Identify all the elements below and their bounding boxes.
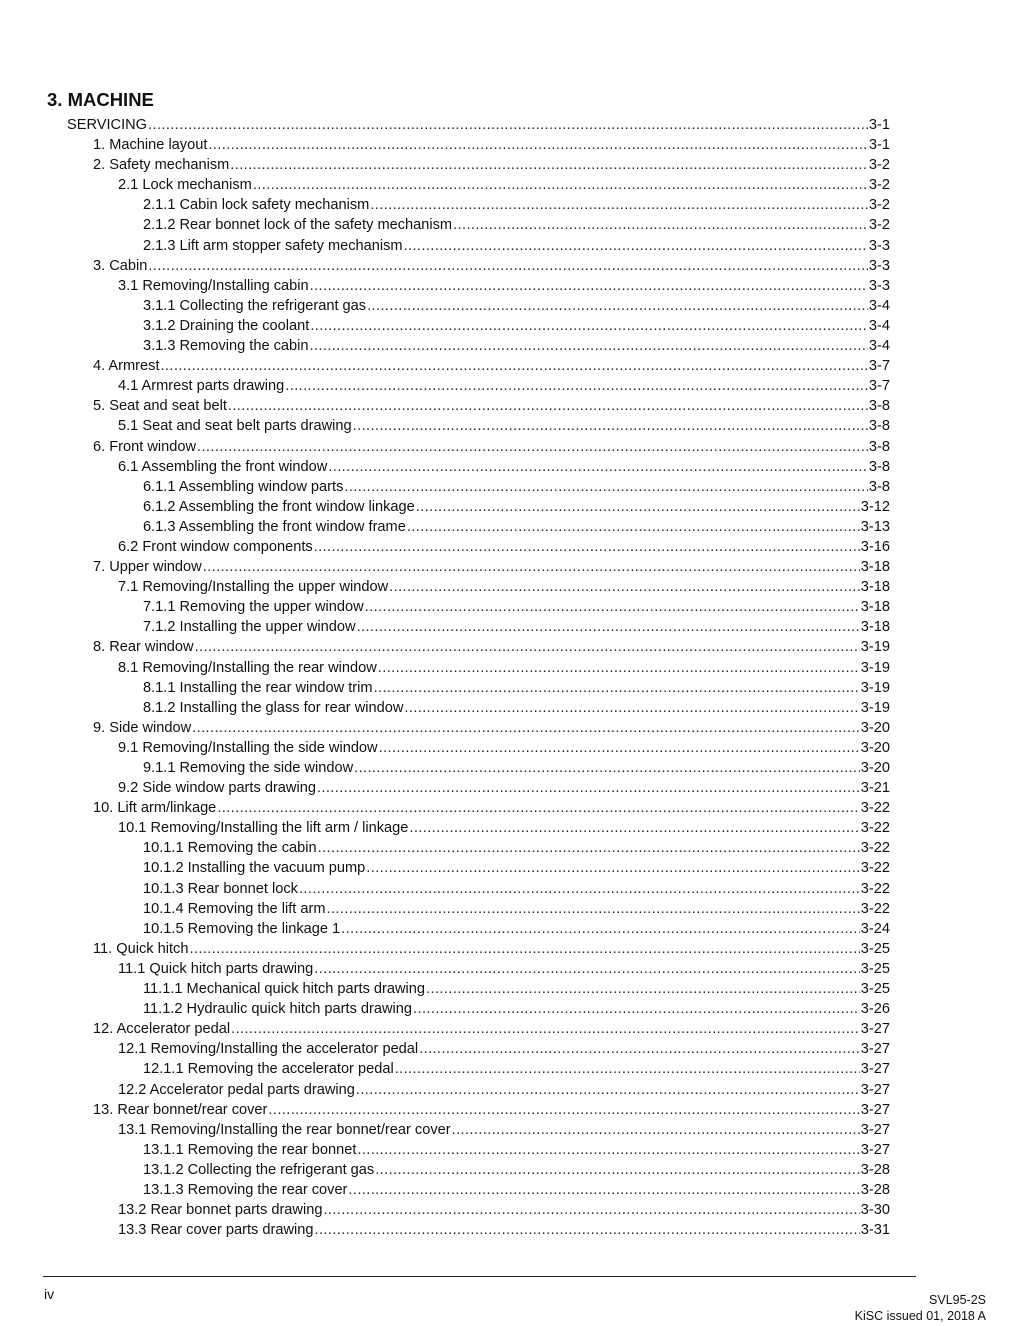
toc-entry[interactable] bbox=[0, 1200, 890, 1220]
toc-entry-label: 3.1.1 Collecting the refrigerant gas bbox=[143, 297, 367, 314]
toc-entry-label: 11.1.1 Mechanical quick hitch parts drawing bbox=[143, 981, 426, 998]
toc-dot-leader bbox=[148, 256, 868, 276]
toc-entry-page: 3-27 bbox=[860, 1121, 890, 1138]
toc-dot-leader bbox=[409, 818, 859, 838]
toc-dot-leader bbox=[268, 1100, 859, 1120]
toc-entry[interactable] bbox=[0, 497, 890, 517]
toc-entry-page: 3-4 bbox=[868, 317, 890, 334]
toc-entry-label: 10.1.5 Removing the linkage 1 bbox=[143, 920, 341, 937]
toc-entry-page: 3-7 bbox=[868, 378, 890, 395]
toc-entry-label: 6.1.1 Assembling window parts bbox=[143, 478, 344, 495]
toc-entry[interactable] bbox=[0, 818, 890, 838]
toc-dot-leader bbox=[395, 1059, 860, 1079]
toc-entry-page: 3-2 bbox=[868, 217, 890, 234]
toc-dot-leader bbox=[189, 939, 859, 959]
toc-entry-label: 2.1 Lock mechanism bbox=[118, 177, 252, 194]
toc-dot-leader bbox=[356, 1080, 860, 1100]
toc-entry-label: 10. Lift arm/linkage bbox=[93, 800, 217, 817]
toc-dot-leader bbox=[299, 879, 860, 899]
toc-dot-leader bbox=[230, 155, 868, 175]
toc-entry[interactable] bbox=[0, 396, 890, 416]
toc-dot-leader bbox=[453, 215, 868, 235]
toc-dot-leader bbox=[195, 637, 860, 657]
toc-dot-leader bbox=[375, 1160, 860, 1180]
toc-entry[interactable] bbox=[0, 437, 890, 457]
toc-entry-label: 11.1 Quick hitch parts drawing bbox=[118, 960, 314, 977]
toc-entry-page: 3-19 bbox=[860, 659, 890, 676]
toc-dot-leader bbox=[357, 1140, 859, 1160]
toc-entry[interactable] bbox=[0, 1019, 890, 1039]
toc-entry[interactable] bbox=[0, 1220, 890, 1240]
toc-entry[interactable] bbox=[0, 678, 890, 698]
toc-entry-page: 3-4 bbox=[868, 338, 890, 355]
toc-entry-label: 11. Quick hitch bbox=[93, 940, 189, 957]
toc-entry-label: SERVICING bbox=[67, 117, 148, 133]
toc-entry-page: 3-12 bbox=[860, 498, 890, 515]
toc-entry[interactable] bbox=[0, 597, 890, 617]
toc-entry[interactable] bbox=[0, 798, 890, 818]
toc-entry[interactable] bbox=[0, 195, 890, 215]
toc-entry[interactable] bbox=[0, 979, 890, 999]
toc-entry-label: 7. Upper window bbox=[93, 559, 202, 576]
toc-entry[interactable] bbox=[0, 457, 890, 477]
toc-entry[interactable] bbox=[0, 215, 890, 235]
toc-entry-page: 3-25 bbox=[860, 960, 890, 977]
toc-entry-label: 9.1.1 Removing the side window bbox=[143, 760, 354, 776]
toc-entry-page: 3-20 bbox=[860, 739, 890, 756]
toc-entry-label: 7.1.1 Removing the upper window bbox=[143, 599, 364, 616]
table-of-contents bbox=[0, 115, 1024, 1240]
toc-entry-page: 3-19 bbox=[860, 639, 890, 656]
footer-issue: KiSC issued 01, 2018 A bbox=[854, 1309, 986, 1323]
toc-entry-page: 3-8 bbox=[868, 478, 890, 495]
toc-entry-page: 3-26 bbox=[860, 1001, 890, 1018]
toc-entry-page: 3-8 bbox=[868, 458, 890, 475]
toc-entry[interactable] bbox=[0, 1039, 890, 1059]
toc-entry[interactable] bbox=[0, 919, 890, 939]
toc-dot-leader bbox=[407, 517, 860, 537]
toc-entry[interactable] bbox=[0, 336, 890, 356]
toc-entry-label: 2.1.2 Rear bonnet lock of the safety mechanism bbox=[143, 217, 453, 234]
toc-entry-page: 3-22 bbox=[860, 800, 890, 817]
toc-entry-page: 3-25 bbox=[860, 981, 890, 998]
toc-dot-leader bbox=[314, 959, 860, 979]
toc-dot-leader bbox=[404, 236, 868, 256]
toc-entry-label: 8. Rear window bbox=[93, 639, 194, 656]
toc-entry-page: 3-1 bbox=[868, 137, 890, 154]
toc-dot-leader bbox=[228, 396, 868, 416]
toc-dot-leader bbox=[389, 577, 860, 597]
toc-entry-label: 8.1.2 Installing the glass for rear window bbox=[143, 699, 404, 716]
toc-entry[interactable] bbox=[0, 517, 890, 537]
toc-entry[interactable] bbox=[0, 1059, 890, 1079]
toc-dot-leader bbox=[208, 135, 868, 155]
toc-entry[interactable] bbox=[0, 577, 890, 597]
toc-entry-page: 3-22 bbox=[860, 900, 890, 917]
toc-entry-label: 2.1.1 Cabin lock safety mechanism bbox=[143, 197, 370, 214]
toc-entry[interactable] bbox=[0, 115, 890, 135]
toc-entry[interactable] bbox=[0, 738, 890, 758]
toc-entry-page: 3-2 bbox=[868, 177, 890, 194]
toc-entry-page: 3-8 bbox=[868, 438, 890, 455]
toc-entry-label: 6. Front window bbox=[93, 438, 197, 455]
toc-entry[interactable] bbox=[0, 175, 890, 195]
toc-entry-page: 3-27 bbox=[860, 1021, 890, 1038]
toc-entry[interactable] bbox=[0, 537, 890, 557]
toc-entry-page: 3-27 bbox=[860, 1041, 890, 1058]
toc-dot-leader bbox=[353, 416, 868, 436]
toc-entry[interactable] bbox=[0, 939, 890, 959]
toc-entry-page: 3-27 bbox=[860, 1141, 890, 1158]
toc-entry[interactable] bbox=[0, 155, 890, 175]
toc-dot-leader bbox=[366, 858, 859, 878]
toc-entry-label: 3.1.2 Draining the coolant bbox=[143, 317, 310, 334]
toc-entry-page: 3-22 bbox=[860, 880, 890, 897]
toc-entry[interactable] bbox=[0, 637, 890, 657]
toc-entry-label: 8.1.1 Installing the rear window trim bbox=[143, 679, 373, 696]
toc-entry-label: 1. Machine layout bbox=[93, 137, 208, 154]
toc-dot-leader bbox=[314, 537, 860, 557]
toc-dot-leader bbox=[315, 1220, 860, 1240]
toc-entry-page: 3-7 bbox=[868, 358, 890, 375]
toc-entry-page: 3-2 bbox=[868, 197, 890, 214]
toc-entry[interactable] bbox=[0, 256, 890, 276]
toc-entry-page: 3-16 bbox=[860, 538, 890, 555]
toc-entry[interactable] bbox=[0, 135, 890, 155]
toc-entry[interactable] bbox=[0, 1120, 890, 1140]
toc-entry-page: 3-22 bbox=[860, 840, 890, 857]
toc-entry[interactable] bbox=[0, 698, 890, 718]
toc-dot-leader bbox=[310, 336, 868, 356]
toc-entry[interactable] bbox=[0, 658, 890, 678]
toc-entry-label: 13.2 Rear bonnet parts drawing bbox=[118, 1202, 323, 1219]
toc-entry-label: 13.1.2 Collecting the refrigerant gas bbox=[143, 1161, 375, 1178]
toc-entry-page: 3-19 bbox=[860, 699, 890, 716]
toc-entry-label: 13.1.3 Removing the rear cover bbox=[143, 1181, 348, 1198]
toc-entry-page: 3-19 bbox=[860, 679, 890, 696]
toc-entry-page: 3-1 bbox=[868, 117, 890, 133]
toc-dot-leader bbox=[192, 718, 860, 738]
toc-entry-page: 3-27 bbox=[860, 1101, 890, 1118]
toc-entry-page: 3-8 bbox=[868, 398, 890, 415]
toc-entry[interactable] bbox=[0, 356, 890, 376]
toc-dot-leader bbox=[318, 838, 860, 858]
toc-dot-leader bbox=[253, 175, 868, 195]
toc-entry-label: 5.1 Seat and seat belt parts drawing bbox=[118, 418, 352, 435]
toc-entry-label: 6.1 Assembling the front window bbox=[118, 458, 328, 475]
toc-entry-page: 3-28 bbox=[860, 1181, 890, 1198]
toc-entry[interactable] bbox=[0, 236, 890, 256]
toc-entry[interactable] bbox=[0, 316, 890, 336]
toc-entry-page: 3-18 bbox=[860, 619, 890, 636]
toc-dot-leader bbox=[231, 1019, 860, 1039]
toc-entry-label: 10.1.3 Rear bonnet lock bbox=[143, 880, 298, 897]
toc-entry-page: 3-24 bbox=[860, 920, 890, 937]
toc-entry-label: 9.1 Removing/Installing the side window bbox=[118, 739, 378, 756]
toc-entry[interactable] bbox=[0, 1100, 890, 1120]
toc-dot-leader bbox=[374, 678, 860, 698]
toc-entry[interactable] bbox=[0, 758, 890, 778]
toc-entry-label: 12.1 Removing/Installing the accelerator pedal bbox=[118, 1041, 419, 1058]
toc-dot-leader bbox=[161, 356, 868, 376]
toc-dot-leader bbox=[404, 698, 859, 718]
toc-entry[interactable] bbox=[0, 999, 890, 1019]
toc-entry[interactable] bbox=[0, 416, 890, 436]
toc-entry[interactable] bbox=[0, 899, 890, 919]
toc-entry-page: 3-20 bbox=[860, 719, 890, 736]
toc-dot-leader bbox=[203, 557, 860, 577]
toc-dot-leader bbox=[413, 999, 860, 1019]
toc-entry-label: 12. Accelerator pedal bbox=[93, 1021, 231, 1038]
chapter-title: 3. MACHINE bbox=[47, 89, 154, 110]
toc-entry[interactable] bbox=[0, 617, 890, 637]
toc-entry[interactable] bbox=[0, 718, 890, 738]
toc-dot-leader bbox=[310, 276, 868, 296]
footer-publication-info bbox=[855, 1292, 986, 1324]
toc-entry[interactable] bbox=[0, 1180, 890, 1200]
toc-dot-leader bbox=[344, 477, 868, 497]
toc-dot-leader bbox=[148, 115, 868, 135]
toc-entry-label: 6.2 Front window components bbox=[118, 538, 313, 555]
toc-entry-label: 13. Rear bonnet/rear cover bbox=[93, 1101, 268, 1118]
toc-dot-leader bbox=[341, 919, 860, 939]
toc-entry-label: 3. Cabin bbox=[93, 257, 148, 274]
toc-entry-label: 12.2 Accelerator pedal parts drawing bbox=[118, 1081, 355, 1098]
toc-dot-leader bbox=[365, 597, 860, 617]
toc-dot-leader bbox=[323, 1200, 859, 1220]
toc-entry[interactable] bbox=[0, 376, 890, 396]
toc-dot-leader bbox=[357, 617, 860, 637]
footer-page-number: iv bbox=[44, 1286, 55, 1302]
toc-dot-leader bbox=[426, 979, 860, 999]
toc-entry[interactable] bbox=[0, 879, 890, 899]
toc-entry-label: 7.1.2 Installing the upper window bbox=[143, 619, 356, 636]
toc-entry-page: 3-30 bbox=[860, 1202, 890, 1219]
toc-entry[interactable] bbox=[0, 838, 890, 858]
toc-entry-label: 9. Side window bbox=[93, 719, 192, 736]
toc-entry-label: 3.1 Removing/Installing cabin bbox=[118, 277, 309, 294]
toc-dot-leader bbox=[197, 437, 868, 457]
toc-entry-page: 3-20 bbox=[860, 760, 890, 776]
toc-entry-page: 3-18 bbox=[860, 579, 890, 596]
toc-entry-label: 2.1.3 Lift arm stopper safety mechanism bbox=[143, 237, 403, 254]
toc-entry[interactable] bbox=[0, 477, 890, 497]
toc-dot-leader bbox=[370, 195, 868, 215]
toc-entry-label: 9.2 Side window parts drawing bbox=[118, 780, 316, 797]
toc-entry-page: 3-27 bbox=[860, 1061, 890, 1078]
toc-dot-leader bbox=[310, 316, 868, 336]
toc-entry-page: 3-13 bbox=[860, 518, 890, 535]
toc-entry-label: 10.1 Removing/Installing the lift arm / linkage bbox=[118, 820, 409, 837]
toc-entry-label: 6.1.3 Assembling the front window frame bbox=[143, 518, 406, 535]
toc-dot-leader bbox=[378, 658, 860, 678]
toc-entry-label: 12.1.1 Removing the accelerator pedal bbox=[143, 1061, 394, 1078]
toc-entry-page: 3-18 bbox=[860, 599, 890, 616]
toc-dot-leader bbox=[367, 296, 868, 316]
toc-dot-leader bbox=[348, 1180, 859, 1200]
toc-entry-page: 3-22 bbox=[860, 820, 890, 837]
toc-entry[interactable] bbox=[0, 1080, 890, 1100]
toc-entry-page: 3-3 bbox=[868, 257, 890, 274]
toc-entry[interactable] bbox=[0, 959, 890, 979]
toc-entry[interactable] bbox=[0, 1160, 890, 1180]
toc-entry-label: 4.1 Armrest parts drawing bbox=[118, 378, 285, 395]
toc-dot-leader bbox=[416, 497, 860, 517]
toc-entry-page: 3-18 bbox=[860, 559, 890, 576]
toc-entry-label: 5. Seat and seat belt bbox=[93, 398, 227, 415]
toc-entry-page: 3-4 bbox=[868, 297, 890, 314]
toc-entry-page: 3-25 bbox=[860, 940, 890, 957]
toc-entry-page: 3-22 bbox=[860, 860, 890, 877]
footer-divider bbox=[43, 1276, 916, 1277]
toc-entry-label: 8.1 Removing/Installing the rear window bbox=[118, 659, 377, 676]
toc-entry-label: 10.1.2 Installing the vacuum pump bbox=[143, 860, 366, 877]
toc-dot-leader bbox=[452, 1120, 860, 1140]
toc-entry-page: 3-31 bbox=[860, 1222, 890, 1239]
toc-entry[interactable] bbox=[0, 858, 890, 878]
toc-entry[interactable] bbox=[0, 778, 890, 798]
toc-dot-leader bbox=[285, 376, 868, 396]
toc-entry[interactable] bbox=[0, 1140, 890, 1160]
toc-dot-leader bbox=[419, 1039, 860, 1059]
toc-entry-label: 13.3 Rear cover parts drawing bbox=[118, 1222, 314, 1239]
toc-entry-label: 6.1.2 Assembling the front window linkage bbox=[143, 498, 415, 515]
toc-entry-label: 3.1.3 Removing the cabin bbox=[143, 338, 309, 355]
toc-entry-page: 3-3 bbox=[868, 277, 890, 294]
footer-model: SVL95-2S bbox=[929, 1293, 986, 1307]
toc-entry[interactable] bbox=[0, 557, 890, 577]
toc-dot-leader bbox=[317, 778, 860, 798]
toc-entry-label: 10.1.4 Removing the lift arm bbox=[143, 900, 326, 917]
toc-entry-page: 3-27 bbox=[860, 1081, 890, 1098]
toc-entry-label: 2. Safety mechanism bbox=[93, 157, 230, 174]
toc-entry-page: 3-2 bbox=[868, 157, 890, 174]
toc-entry-label: 4. Armrest bbox=[93, 358, 160, 375]
toc-dot-leader bbox=[379, 738, 860, 758]
toc-entry-label: 13.1.1 Removing the rear bonnet bbox=[143, 1141, 357, 1158]
toc-entry-label: 11.1.2 Hydraulic quick hitch parts drawing bbox=[143, 1001, 413, 1018]
toc-entry[interactable] bbox=[0, 296, 890, 316]
toc-entry-page: 3-28 bbox=[860, 1161, 890, 1178]
toc-entry-label: 13.1 Removing/Installing the rear bonnet/rear cover bbox=[118, 1121, 451, 1138]
toc-dot-leader bbox=[328, 457, 868, 477]
toc-dot-leader bbox=[327, 899, 860, 919]
toc-entry-page: 3-8 bbox=[868, 418, 890, 435]
toc-entry-label: 7.1 Removing/Installing the upper window bbox=[118, 579, 389, 596]
toc-entry-page: 3-3 bbox=[868, 237, 890, 254]
toc-entry[interactable] bbox=[0, 276, 890, 296]
toc-dot-leader bbox=[217, 798, 859, 818]
toc-entry-page: 3-21 bbox=[860, 780, 890, 797]
toc-dot-leader bbox=[354, 758, 860, 778]
toc-entry-label: 10.1.1 Removing the cabin bbox=[143, 840, 317, 857]
